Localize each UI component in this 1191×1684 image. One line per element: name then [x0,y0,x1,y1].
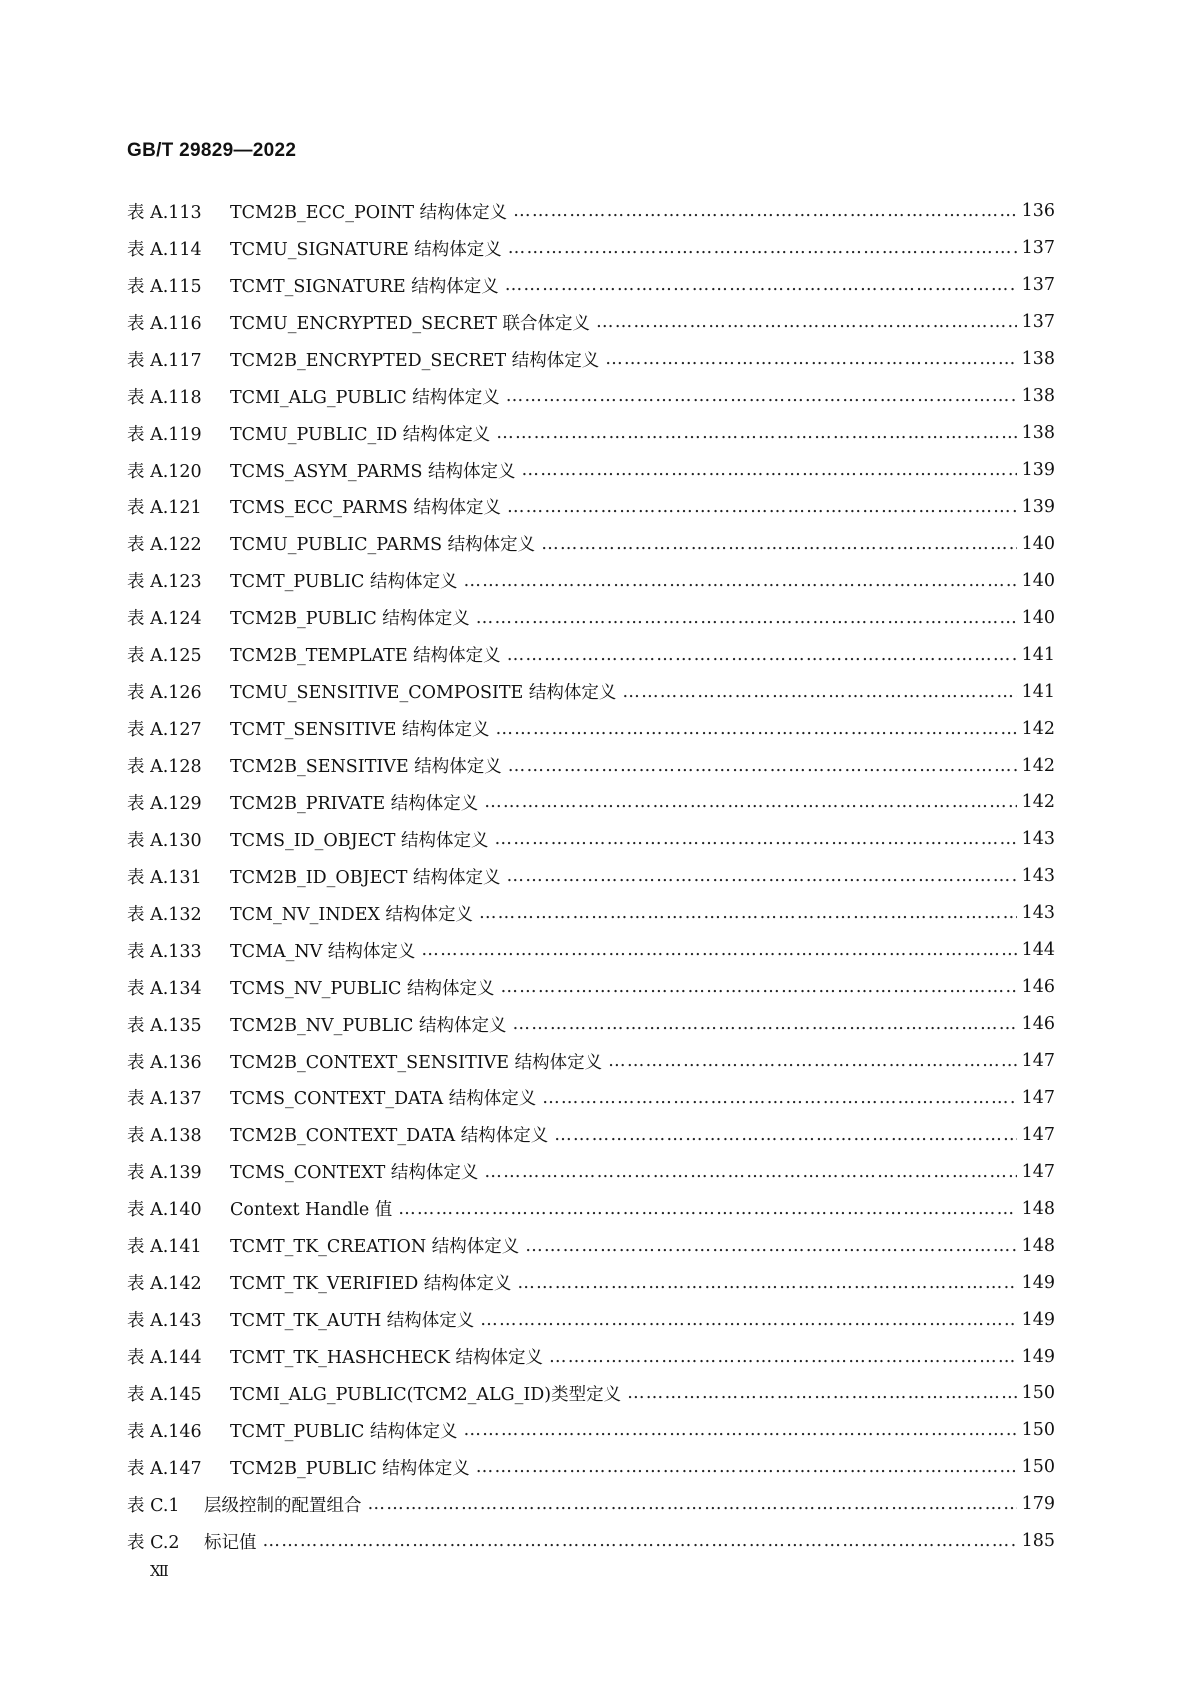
dot-leader [517,1273,1017,1293]
toc-entry[interactable] [127,193,1055,230]
toc-entry-title: TCMS_NV_PUBLIC 结构体定义 [230,978,495,999]
toc-entry-title: TCMS_CONTEXT 结构体定义 [230,1163,479,1184]
toc-entry[interactable] [127,673,1055,710]
toc-entry-page: 138 [1021,349,1055,370]
toc-entry-page: 137 [1021,312,1055,333]
toc-entry[interactable] [127,1338,1055,1375]
toc-entry[interactable] [127,1043,1055,1080]
toc-entry-title: TCMT_PUBLIC 结构体定义 [230,1421,458,1442]
toc-entry-title: TCM2B_ECC_POINT 结构体定义 [230,202,508,223]
toc-entry[interactable] [127,1116,1055,1153]
toc-entry-label: 表 A.130 [127,830,202,851]
toc-entry-title: TCMS_ECC_PARMS 结构体定义 [230,498,501,519]
toc-entry-label: 表 A.118 [127,387,202,408]
toc-entry-title: TCMT_TK_CREATION 结构体定义 [230,1237,520,1258]
toc-entry-title: TCM_NV_INDEX 结构体定义 [230,904,473,925]
toc-entry-label: 表 A.123 [127,572,202,593]
toc-entry-label: 表 A.121 [127,498,202,519]
dot-leader [476,608,1017,628]
dot-leader [263,1531,1018,1551]
toc-entry-title: TCMT_SIGNATURE 结构体定义 [230,276,499,297]
toc-entry[interactable] [127,525,1055,562]
toc-entry-label: 表 A.138 [127,1126,202,1147]
dot-leader [554,1125,1017,1145]
toc-entry-page: 140 [1021,533,1055,554]
toc-entry[interactable] [127,1449,1055,1486]
toc-entry-label: 表 A.126 [127,683,202,704]
toc-entry-page: 137 [1021,275,1055,296]
dot-leader [541,534,1017,554]
toc-entry-label: 表 A.114 [127,239,202,260]
toc-entry-title: 标记值 [204,1532,257,1553]
dot-leader [496,423,1017,443]
toc-entry[interactable] [127,489,1055,526]
toc-entry-title: TCM2B_NV_PUBLIC 结构体定义 [230,1015,507,1036]
toc-entry-label: 表 A.115 [127,276,202,297]
toc-entry[interactable] [127,858,1055,895]
toc-entry-label: 表 C.2 [127,1532,180,1553]
dot-leader [495,719,1017,739]
toc-entry[interactable] [127,1523,1055,1560]
toc-entry-title: TCM2B_SENSITIVE 结构体定义 [230,757,502,778]
toc-entry[interactable] [127,341,1055,378]
toc-entry-title: TCMU_ENCRYPTED_SECRET 联合体定义 [230,313,590,334]
toc-entry-title: TCMI_ALG_PUBLIC 结构体定义 [230,387,500,408]
toc-entry-page: 147 [1021,1087,1055,1108]
dot-leader [608,1051,1017,1071]
toc-entry-page: 137 [1021,238,1055,259]
dot-leader [627,1383,1017,1403]
toc-entry-page: 147 [1021,1161,1055,1182]
toc-entry-title: TCMU_SIGNATURE 结构体定义 [230,239,502,260]
toc-entry-label: 表 A.119 [127,424,202,445]
toc-entry[interactable] [127,599,1055,636]
dot-leader [505,275,1017,295]
toc-entry-label: 表 A.120 [127,461,202,482]
toc-entry-label: 表 A.116 [127,313,202,334]
toc-entry-page: 140 [1021,607,1055,628]
toc-entry-page: 138 [1021,386,1055,407]
toc-entry-page: 150 [1021,1457,1055,1478]
toc-entry-page: 142 [1021,755,1055,776]
toc-entry[interactable] [127,1080,1055,1117]
toc-entry-page: 139 [1021,460,1055,481]
toc-entry-label: 表 A.139 [127,1163,202,1184]
toc-entry[interactable] [127,821,1055,858]
toc-entry-page: 149 [1021,1272,1055,1293]
dot-leader [605,349,1017,369]
toc-entry[interactable] [127,1264,1055,1301]
dot-leader [479,903,1017,923]
toc-entry-title: TCMA_NV 结构体定义 [230,941,416,962]
toc-entry-page: 140 [1021,570,1055,591]
toc-entry[interactable] [127,710,1055,747]
toc-entry-label: 表 A.141 [127,1237,202,1258]
toc-entry[interactable] [127,747,1055,784]
toc-entry-label: 表 A.146 [127,1421,202,1442]
toc-entry-title: TCM2B_CONTEXT_DATA 结构体定义 [230,1126,549,1147]
toc-entry-page: 146 [1021,1014,1055,1035]
toc-entry-title: TCM2B_ENCRYPTED_SECRET 结构体定义 [230,350,600,371]
toc-entry[interactable] [127,378,1055,415]
dot-leader [513,1014,1018,1034]
page-number: Ⅻ [150,1562,169,1580]
toc-entry-title: TCM2B_CONTEXT_SENSITIVE 结构体定义 [230,1052,603,1073]
toc-entry[interactable] [127,562,1055,599]
toc-entry[interactable] [127,304,1055,341]
toc-entry-label: 表 A.129 [127,793,202,814]
toc-entry-label: 表 A.145 [127,1384,202,1405]
toc-entry-page: 143 [1021,903,1055,924]
toc-entry-title: 层级控制的配置组合 [204,1495,362,1516]
toc-entry[interactable] [127,230,1055,267]
dot-leader [522,460,1017,480]
toc-entry[interactable] [127,932,1055,969]
dot-leader [463,1420,1017,1440]
toc-entry-label: 表 A.135 [127,1015,202,1036]
toc-entry-title: TCMU_SENSITIVE_COMPOSITE 结构体定义 [230,683,617,704]
toc-entry-page: 142 [1021,718,1055,739]
toc-entry-page: 149 [1021,1346,1055,1367]
toc-entry-page: 142 [1021,792,1055,813]
toc-entry-label: 表 A.133 [127,941,202,962]
toc-entry[interactable] [127,267,1055,304]
dot-leader [368,1494,1018,1514]
dot-leader [622,682,1017,702]
dot-leader [484,792,1017,812]
toc-entry-page: 147 [1021,1051,1055,1072]
toc-entry-label: 表 A.143 [127,1311,202,1332]
toc-entry-label: 表 A.125 [127,646,202,667]
toc-entry-label: 表 C.1 [127,1495,180,1516]
toc-entry-page: 148 [1021,1198,1055,1219]
toc-entry[interactable] [127,1006,1055,1043]
toc-entry-label: 表 A.128 [127,757,202,778]
toc-entry-label: 表 A.131 [127,867,202,888]
toc-entry-page: 144 [1021,940,1055,961]
toc-entry-label: 表 A.136 [127,1052,202,1073]
dot-leader [525,1236,1017,1256]
dot-leader [508,756,1017,776]
toc-entry-title: TCMU_PUBLIC_PARMS 结构体定义 [230,535,536,556]
dot-leader [513,201,1017,221]
toc-entry-label: 表 A.144 [127,1348,202,1369]
dot-leader [507,866,1017,886]
toc-entry[interactable] [127,895,1055,932]
toc-entry-label: 表 A.117 [127,350,202,371]
toc-entry[interactable] [127,969,1055,1006]
toc-entry-page: 150 [1021,1383,1055,1404]
dot-leader [549,1347,1017,1367]
toc-entry[interactable] [127,1153,1055,1190]
toc-entry-title: TCMI_ALG_PUBLIC(TCM2_ALG_ID)类型定义 [230,1384,622,1405]
toc-entry-title: TCMT_TK_VERIFIED 结构体定义 [230,1274,512,1295]
toc-entry-label: 表 A.134 [127,978,202,999]
toc-entry-label: 表 A.147 [127,1458,202,1479]
toc-entry[interactable] [127,1375,1055,1412]
dot-leader [507,645,1017,665]
toc-entry-label: 表 A.137 [127,1089,202,1110]
dot-leader [463,571,1017,591]
toc-entry-title: TCM2B_PRIVATE 结构体定义 [230,793,479,814]
toc-entry-page: 185 [1021,1531,1055,1552]
toc-entry-page: 149 [1021,1309,1055,1330]
toc-entry-label: 表 A.140 [127,1200,202,1221]
toc-entry-page: 141 [1021,644,1055,665]
toc-entry-title: TCM2B_ID_OBJECT 结构体定义 [230,867,501,888]
dot-leader [507,497,1017,517]
toc-entry-page: 143 [1021,829,1055,850]
toc-entry-page: 143 [1021,866,1055,887]
toc-entry-title: TCMT_PUBLIC 结构体定义 [230,572,458,593]
table-of-contents [127,193,1055,1560]
toc-entry-title: TCM2B_PUBLIC 结构体定义 [230,609,470,630]
toc-entry[interactable] [127,636,1055,673]
toc-entry-label: 表 A.122 [127,535,202,556]
toc-entry-page: 141 [1021,681,1055,702]
toc-entry-page: 138 [1021,423,1055,444]
dot-leader [508,238,1017,258]
toc-entry-title: Context Handle 值 [230,1200,393,1221]
toc-entry[interactable] [127,784,1055,821]
toc-entry-label: 表 A.113 [127,202,202,223]
toc-entry-label: 表 A.132 [127,904,202,925]
toc-entry[interactable] [127,415,1055,452]
dot-leader [542,1088,1017,1108]
toc-entry-title: TCMS_CONTEXT_DATA 结构体定义 [230,1089,537,1110]
toc-entry-title: TCMT_TK_HASHCHECK 结构体定义 [230,1348,544,1369]
toc-entry-label: 表 A.124 [127,609,202,630]
toc-entry-label: 表 A.127 [127,720,202,741]
toc-entry-page: 139 [1021,496,1055,517]
toc-entry-page: 136 [1021,201,1055,222]
toc-entry-page: 147 [1021,1124,1055,1145]
toc-entry[interactable] [127,1301,1055,1338]
toc-entry-page: 150 [1021,1420,1055,1441]
dot-leader [500,977,1017,997]
toc-entry-title: TCMS_ASYM_PARMS 结构体定义 [230,461,516,482]
dot-leader [506,386,1017,406]
dot-leader [398,1199,1017,1219]
toc-entry-title: TCMT_SENSITIVE 结构体定义 [230,720,490,741]
toc-entry-page: 148 [1021,1235,1055,1256]
toc-entry[interactable] [127,1190,1055,1227]
toc-entry-title: TCM2B_PUBLIC 结构体定义 [230,1458,470,1479]
dot-leader [495,829,1017,849]
toc-entry-title: TCM2B_TEMPLATE 结构体定义 [230,646,501,667]
dot-leader [480,1310,1017,1330]
toc-entry-page: 179 [1021,1494,1055,1515]
toc-entry-label: 表 A.142 [127,1274,202,1295]
toc-entry-title: TCMS_ID_OBJECT 结构体定义 [230,830,489,851]
toc-entry-title: TCMT_TK_AUTH 结构体定义 [230,1311,475,1332]
toc-entry-title: TCMU_PUBLIC_ID 结构体定义 [230,424,491,445]
toc-entry[interactable] [127,1486,1055,1523]
dot-leader [484,1162,1017,1182]
toc-entry[interactable] [127,452,1055,489]
toc-entry[interactable] [127,1412,1055,1449]
toc-entry-page: 146 [1021,977,1055,998]
dot-leader [476,1457,1017,1477]
standard-number: GB/T 29829—2022 [127,140,297,161]
toc-entry[interactable] [127,1227,1055,1264]
dot-leader [421,940,1017,960]
dot-leader [596,312,1017,332]
